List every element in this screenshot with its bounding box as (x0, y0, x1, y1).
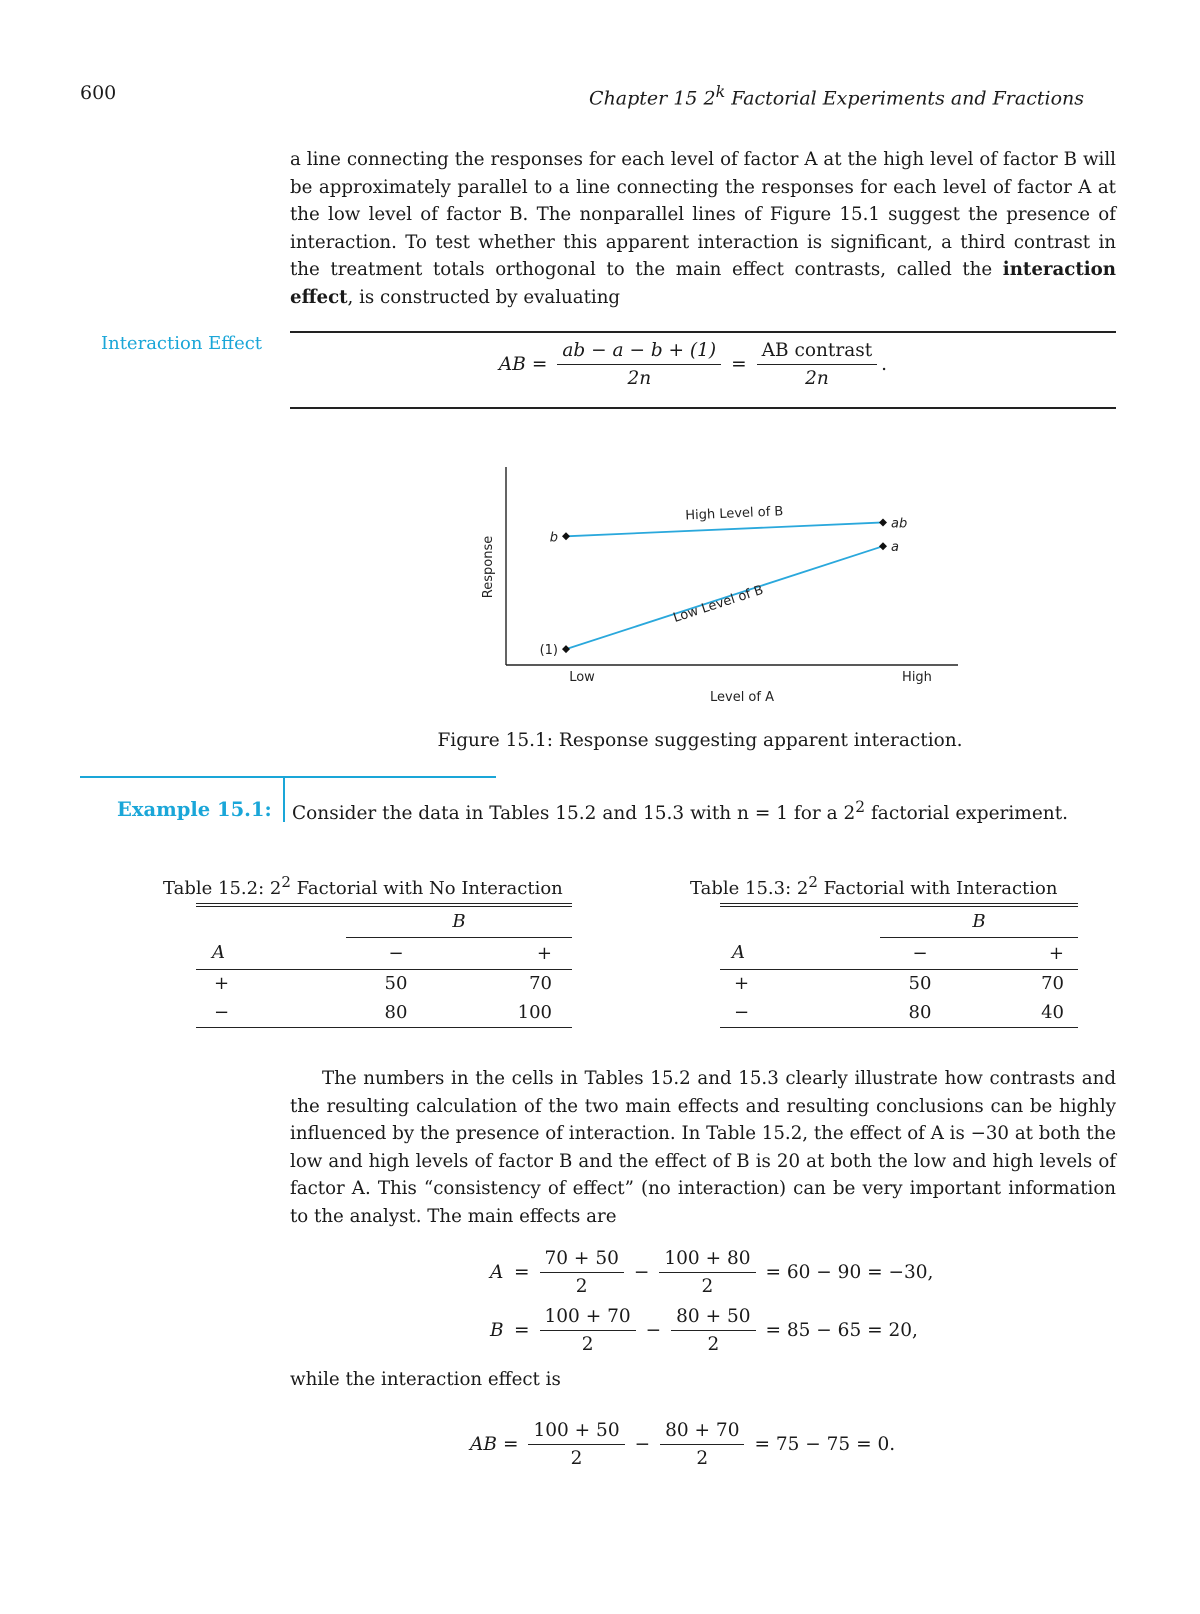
table-15-3: Table 15.3: $2^2$ Factorial with Interaction B A − + + 50 70 − 80 40 (690, 873, 1090, 1028)
row-header-a: A (732, 942, 745, 964)
x-axis-label: Level of A (709, 690, 775, 705)
table-15-3-title: Table 15.3: $2^2$ Factorial with Interaction (690, 873, 1058, 899)
example-text: Consider the data in Tables 15.2 and 15.3 with n = 1 for a $2^2$ factorial experiment. (292, 798, 1069, 825)
margin-note: Interaction Effect (101, 333, 263, 354)
figure-caption: Figure 15.1: Response suggesting apparent interaction. (437, 730, 963, 751)
table-row: + (720, 969, 880, 998)
equation-ab: AB = $\frac{100 + 50}{2}$ − $\frac{80 + 70}{2}$ = 75 − 75 = 0. (470, 1420, 896, 1469)
running-head: Chapter 15 2$^k$ Factorial Experiments and Fractions (589, 82, 1084, 110)
data-point-high-level-of-b-0 (562, 532, 570, 540)
table-15-2: Table 15.2: $2^2$ Factorial with No Interaction B A − + + 50 70 − 80 100 (166, 873, 574, 1028)
point-label-high-level-of-b-0: b (549, 530, 558, 546)
formula-top-rule (290, 331, 1116, 333)
interaction-formula: AB = $\frac{ab - a - b + (1)}{2n}$ = $\frac{\text{AB contrast}}{2n}$ . (498, 340, 888, 389)
table-row: − (196, 998, 346, 1027)
discussion-paragraph: The numbers in the cells in Tables 15.2 and 15.3 clearly illustrate how contrasts and the resulting calculation of the two main effects and resulting conclusions can be highly influenced by the presence of interaction. In Table 15.2, the effect of A is −30 at both the low and high levels of factor B and the effect of B is 20 at both the low and high levels of factor A. This “consistency of effect” (no interaction) can be very important information to the analyst. The main effects are (290, 1068, 1116, 1227)
interaction-effect-term: interaction effect (290, 259, 1116, 308)
example-bar (283, 776, 285, 822)
data-point-high-level-of-b-1 (879, 518, 887, 526)
x-tick-high: High (902, 670, 932, 685)
col-group-b: B (880, 905, 1078, 937)
equation-b: B = $\frac{100 + 70}{2}$ − $\frac{80 + 50}{2}$ = 85 − 65 = 20, (490, 1306, 918, 1355)
row-header-a: A (212, 942, 225, 964)
intro-paragraph: a line connecting the responses for each level of factor A at the high level of factor B will be approximately parallel to a line connecting the responses for each level of factor A at the low level of factor B. The nonparallel lines of Figure 15.1 suggest the presence of interaction. To test whether this apparent interaction is significant, a third contrast in the treatment totals orthogonal to the main effect contrasts, called the interaction effect, is constructed by evaluating (290, 149, 1116, 308)
col-group-b: B (346, 905, 572, 937)
table-row: + (196, 969, 346, 998)
example-rule (80, 776, 496, 778)
table-row: − (720, 998, 880, 1027)
x-tick-low: Low (569, 670, 595, 685)
series-label-high-level-of-b: High Level of B (685, 504, 784, 524)
interaction-line-chart (470, 455, 970, 710)
data-point-low-level-of-b-1 (879, 542, 887, 550)
formula-bottom-rule (290, 407, 1116, 409)
table-15-2-title: Table 15.2: $2^2$ Factorial with No Interaction (163, 873, 563, 899)
y-axis-label: Response (481, 535, 496, 599)
series-line-high-level-of-b (566, 522, 883, 536)
point-label-low-level-of-b-1: a (891, 540, 899, 556)
equation-a: A = $\frac{70 + 50}{2}$ − $\frac{100 + 80}{2}$ = 60 − 90 = −30, (490, 1248, 934, 1297)
series-label-low-level-of-b: Low Level of B (671, 582, 766, 626)
example-label: Example 15.1: (117, 798, 272, 821)
data-point-low-level-of-b-0 (562, 645, 570, 653)
interaction-intro: while the interaction effect is (290, 1369, 561, 1390)
page-number: 600 (80, 82, 117, 104)
point-label-low-level-of-b-0: (1) (539, 643, 558, 659)
point-label-high-level-of-b-1: ab (891, 516, 908, 532)
